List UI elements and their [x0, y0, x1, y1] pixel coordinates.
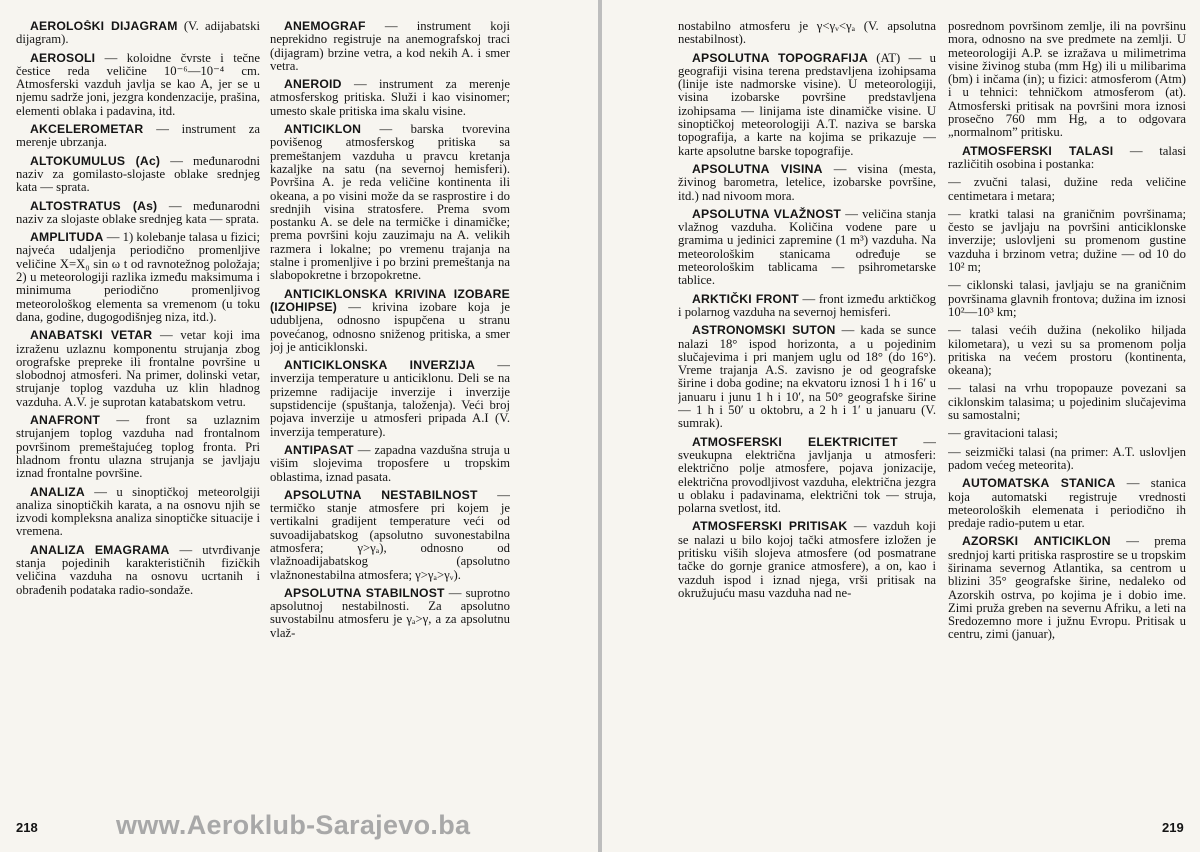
dictionary-entry — [16, 231, 260, 324]
entry-term: ALTOKUMULUS (Ac) — [30, 153, 161, 168]
entry-definition: — instrument za merenje ubrzanja. — [16, 122, 260, 150]
entry-term: APSOLUTNA VLAŽNOST — [692, 206, 842, 221]
dictionary-entry — [270, 20, 510, 73]
dictionary-entry — [948, 208, 1186, 274]
dictionary-entry — [678, 520, 936, 600]
entry-term: AMPLITUDA — [30, 230, 104, 245]
entry-term: ANTICIKLONSKA INVERZIJA — [284, 358, 476, 373]
entry-definition: — instrument za merenje atmosferskog pritiska. Služi i kao visinomer; umesto skale pritiska ima skalu visine. — [270, 77, 510, 118]
dictionary-entry — [948, 382, 1186, 422]
dictionary-entry — [948, 145, 1186, 172]
dictionary-entry — [16, 329, 260, 409]
entry-definition: — kratki talasi na graničnim površinama; često se javljaju na površini anticiklonske inverzije; uslovljeni su promenom gustine vazduha i brzinom vetra; dužine — od 10 do 10² m; — [948, 206, 1186, 275]
dictionary-entry — [948, 324, 1186, 377]
entry-term: ANALIZA — [30, 484, 85, 499]
entry-term: ANALIZA EMAGRAMA — [30, 542, 170, 557]
dictionary-entry — [678, 208, 936, 288]
entry-definition: — vetar koji ima izraženu uzlaznu komponentu strujanja zbog orografske prepreke ili frontalne površine u slobodnoj atmosferi. Na primer, dolinski vetar, strujanje toplog vazduha uz klin hladnog vazduha. A.V. je suprotan katabatskom vetru. — [16, 328, 260, 409]
entry-term: ANABATSKI VETAR — [30, 328, 153, 343]
entry-definition: — zvučni talasi, dužine reda veličine centimetara i metara; — [948, 175, 1186, 203]
dictionary-entry — [948, 20, 1186, 140]
entry-definition: — stanica koja automatski registruje vrednosti meteoroloških elemenata i periodično ih predaje radio-putem u etar. — [948, 476, 1186, 531]
dictionary-entry — [16, 155, 260, 195]
dictionary-entry — [16, 414, 260, 480]
entry-term: APSOLUTNA TOPOGRAFIJA — [692, 50, 868, 65]
entry-definition: — front između arktičkog i polarnog vazduha na severnoj hemisferi. — [678, 291, 936, 319]
entry-definition: (V. adijabatski dijagram). — [16, 20, 260, 47]
dictionary-entry — [270, 587, 510, 640]
entry-definition: — talasi na vrhu tropopauze povezani sa ciklonskim talasima; u pojedinim slučajevima su samostalni; — [948, 381, 1186, 423]
entry-term: ANEROID — [284, 77, 342, 92]
dictionary-entry — [678, 52, 936, 158]
entry-definition: — talasi većih dužina (nekoliko hiljada kilometara), u vezi su sa promenom polja pritiska na većem prostoru (kontinenta, okeana); — [948, 323, 1186, 378]
left-page — [0, 0, 598, 852]
entry-term: AZORSKI ANTICIKLON — [962, 534, 1111, 549]
entry-term: APSOLUTNA NESTABILNOST — [284, 487, 478, 502]
dictionary-entry — [948, 279, 1186, 319]
dictionary-entry — [16, 544, 260, 597]
entry-term: APSOLUTNA STABILNOST — [284, 585, 445, 600]
left-page-column-2 — [270, 20, 510, 645]
dictionary-entry — [678, 20, 936, 47]
dictionary-entry — [948, 535, 1186, 641]
entry-definition: — utvrđivanje stanja pojedinih karakterističnih fizičkih veličina vazduha na osnovu ucrtanih i obrađenih podataka radio-sondaže. — [16, 542, 260, 597]
entry-term: ASTRONOMSKI SUTON — [692, 323, 836, 338]
site-watermark: www.Aeroklub-Sarajevo.ba — [116, 810, 471, 840]
dictionary-entry — [270, 123, 510, 283]
entry-definition: posrednom površinom zemlje, ili na površinu mora, odnosno na sve predmete na zemlji. U meteorologiji A.P. se izražava u milimetrima visine živinog stuba (mm Hg) ili u milibarima (bm) i inčama (in); u fizici: atmosferom (Atm) i u tehnici: tehničkom atmosferom (at). Atmosferski pritisak na površini mora iznosi prosečno 760 mm Hg, a to odgovara „normalnom” pritisku. — [948, 20, 1186, 140]
entry-term: ANEMOGRAF — [284, 20, 366, 33]
dictionary-entry — [270, 359, 510, 439]
dictionary-entry — [270, 78, 510, 118]
entry-term: AEROSOLI — [30, 50, 96, 65]
entry-definition: — vazduh koji se nalazi u bilo kojoj tački atmosfere izložen je pritisku viših slojeva atmosfere (od posmatrane tačke do gornje granice atmosfere), a on, kao i vazduh ispod i iznad njega, vrši pritisak na okružujuću masu vazduha nad ne- — [678, 519, 936, 600]
dictionary-entry — [270, 288, 510, 354]
entry-term: AEROLOŠKI DIJAGRAM — [30, 20, 178, 33]
dictionary-entry — [16, 52, 260, 118]
entry-definition: — zapadna vazdušna struja u višim slojevima troposfere u tropskim oblastima, iznad pasata. — [270, 442, 510, 484]
page-number-left: 218 — [16, 820, 38, 835]
entry-term: ATMOSFERSKI PRITISAK — [692, 519, 848, 534]
entry-term: AUTOMATSKA STANICA — [962, 476, 1116, 491]
entry-definition: — međunarodni naziv za gomilasto-slojaste oblake srednjeg kata — sprata. — [16, 153, 260, 195]
entry-definition: — gravitacioni talasi; — [948, 426, 1058, 441]
dictionary-entry — [678, 293, 936, 320]
entry-definition: nostabilno atmosferu je γ<γᵥ<γₐ (V. apsolutna nestabilnost). — [678, 20, 936, 47]
entry-definition: — visina (mesta, živinog barometra, letelice, izobarske površine, itd.) nad nivoom mora. — [678, 161, 936, 203]
entry-term: ATMOSFERSKI ELEKTRICITET — [692, 434, 898, 449]
dictionary-entry — [948, 176, 1186, 203]
dictionary-entry — [16, 200, 260, 227]
entry-term: ANTICIKLONSKA KRIVINA IZOBARE (IZOHIPSE) — [270, 286, 510, 314]
dictionary-entry — [948, 427, 1186, 440]
right-page-column-1 — [678, 20, 936, 605]
entry-definition: (AT) — u geografiji visina terena predstavljena izohipsama (linije iste nadmorske visine). U meteorologiji, visina izobarske površine predstavljena izohipsama — linijama iste dinamičke visine. U sinoptičkoj meteorologiji A.T. naziva se barska topografija, a karte na kojima se prikazuje — karte apsolutne barske topografije. — [678, 50, 936, 158]
dictionary-entry — [270, 489, 510, 582]
entry-term: ATMOSFERSKI TALASI — [962, 143, 1114, 158]
entry-term: ANTICIKLON — [284, 122, 362, 137]
dictionary-entry — [678, 436, 936, 516]
entry-definition: — talasi različitih osobina i postanka: — [948, 143, 1186, 171]
entry-definition: — front sa uzlaznim strujanjem toplog vazduha nad frontalnom površinom premeštajućeg toplog fronta. Pri hladnom frontu ulazna strujanja se javljaju iznad frontalne površine. — [16, 413, 260, 481]
entry-definition: — seizmički talasi (na primer: A.T. uslovljen padom većeg meteorita). — [948, 444, 1186, 472]
entry-term: ANTIPASAT — [284, 442, 354, 457]
entry-definition: — 1) kolebanje talasa u fizici; najveća udaljenja periodično promenljive veličine X=X₀ sin ω t od ravnotežnog položaja; 2) u meteorologiji razlika između maksimuma i minimuma periodično promenljivog meteorološkog elementa sa vremenom (u toku dana, godine, dugogodišnjeg niza, itd.). — [16, 230, 260, 324]
entry-definition: — prema srednjoj karti pritiska rasprostire se u tropskim širinama severnog Atlantika, sa centrom u blizini 35° geografske širine, nedaleko od Azorskih ostrva, po kojima je i dobio ime. Zimi pruža greben na severnu Afriku, a leti na Sredozemno more i južnu Evropu. Pritisak u centru, zimi (januar), — [948, 534, 1186, 642]
entry-definition: — inverzija temperature u anticiklonu. Deli se na prizemne radijacije inverzije i inverzije supstidencije (spuštanja, taloženja). Veći broj pojava inverzije u atmosferi pripada A.I (V. inverzija temperature). — [270, 358, 510, 439]
entry-definition: — ciklonski talasi, javljaju se na graničnim površinama glavnih frontova; dužina im iznosi 10²—10³ km; — [948, 278, 1186, 319]
entry-definition: — suprotno apsolutnoj nestabilnosti. Za apsolutno suvostabilnu atmosferu je γₐ>γ, a za apsolutnu vlaž- — [270, 585, 510, 640]
page-number-right: 219 — [1162, 820, 1184, 835]
left-page-column-1 — [16, 20, 260, 602]
entry-term: APSOLUTNA VISINA — [692, 161, 823, 176]
entry-definition: — instrument koji neprekidno registruje na anemografskoj traci (dijagram) brzine vetra, a kod nekih A. i smer vetra. — [270, 20, 510, 73]
entry-definition: — kada se sunce nalazi 18° ispod horizonta, a u pojedinim slučajevima i pri manjem uglu od 18° (do 16°). Vreme trajanja A.S. zavisno je od geografske širine i doba godine; na ekvatoru iznosi 1 h i 16′ u januaru i junu 1 h i 10′, na 50° geografske širine — 1 h i 50′ u oktobru, a 2 h i 1′ u januaru (V. sumrak). — [678, 323, 936, 431]
dictionary-entry — [678, 324, 936, 430]
entry-definition: — veličina stanja vlažnog vazduha. Količina vodene pare u gramima u jedinici zapremine (1 m³) vazduha. Na meteorološkim stanicama određuje se meteorološkim tablicama — psihrometarske tablice. — [678, 206, 936, 288]
entry-definition: — termičko stanje atmosfere pri kojem je vertikalni gradijent temperature veći od suvoadijabatskog (apsolutno suvonestabilna atmosfera; γ>γₐ), odnosno od vlažnoadijabatskog (apsolutno vlažnonestabilna atmosfera; γ>γₐ>γᵥ). — [270, 487, 510, 582]
dictionary-entry — [948, 477, 1186, 530]
entry-term: ALTOSTRATUS (As) — [30, 198, 158, 213]
entry-definition: — koloidne čvrste i tečne čestice reda veličine 10⁻⁶—10⁻⁴ cm. Atmosferski vazduh javlja se kao A, jer se u njemu sadrže joni, jezgra kondenzacije, prašina, elementi oblaka i padavina, itd. — [16, 50, 260, 118]
entry-definition: — krivina izobare koja je udubljena, odnosno ispupčena u stranu povećanog, odnosno sniženog pritiska, a smer joj je anticiklonski. — [270, 299, 510, 354]
dictionary-entry — [16, 20, 260, 47]
entry-term: ANAFRONT — [30, 413, 100, 428]
entry-definition: — međunarodni naziv za slojaste oblake srednjeg kata — sprata. — [16, 198, 260, 226]
entry-term: ARKTIČKI FRONT — [692, 291, 799, 306]
dictionary-entry — [270, 444, 510, 484]
dictionary-entry — [16, 486, 260, 539]
dictionary-entry — [16, 123, 260, 150]
entry-definition: — u sinoptičkoj meteorolgiji analiza sinoptičkih karata, a na osnovu njih se izvodi kompleksna analiza sinoptičke situacije i vremena. — [16, 484, 260, 539]
dictionary-entry — [948, 446, 1186, 473]
entry-definition: — barska tvorevina povišenog atmosferskog pritiska sa premeštanjem vazduha u pravcu kretanja kazaljke na satu (na severnoj hemisferi). Površina A. je reda veličine kontinenta ili okeana, a po visini može da se rasprostire i do srednjih visina stratosfere. Prema svom postanku A. se dele na termičke i dinamičke; prema površini koju zauzimaju na A. velikih razmera i lokalne; po vremenu trajanja na stalne i promenljive i po brzini premeštanja na slabopokretne i brzopokretne. — [270, 122, 510, 283]
entry-term: AKCELEROMETAR — [30, 122, 144, 137]
entry-definition: — sveukupna električna javljanja u atmosferi: električno polje atmosfere, pojava jonizacije, električna provodljivost vazduha, električna jezgra u oblaku i padavinama, električni tok — struja, polarna svetlost, itd. — [678, 434, 936, 516]
right-page — [602, 0, 1200, 852]
dictionary-entry — [678, 163, 936, 203]
right-page-column-2 — [948, 20, 1186, 647]
